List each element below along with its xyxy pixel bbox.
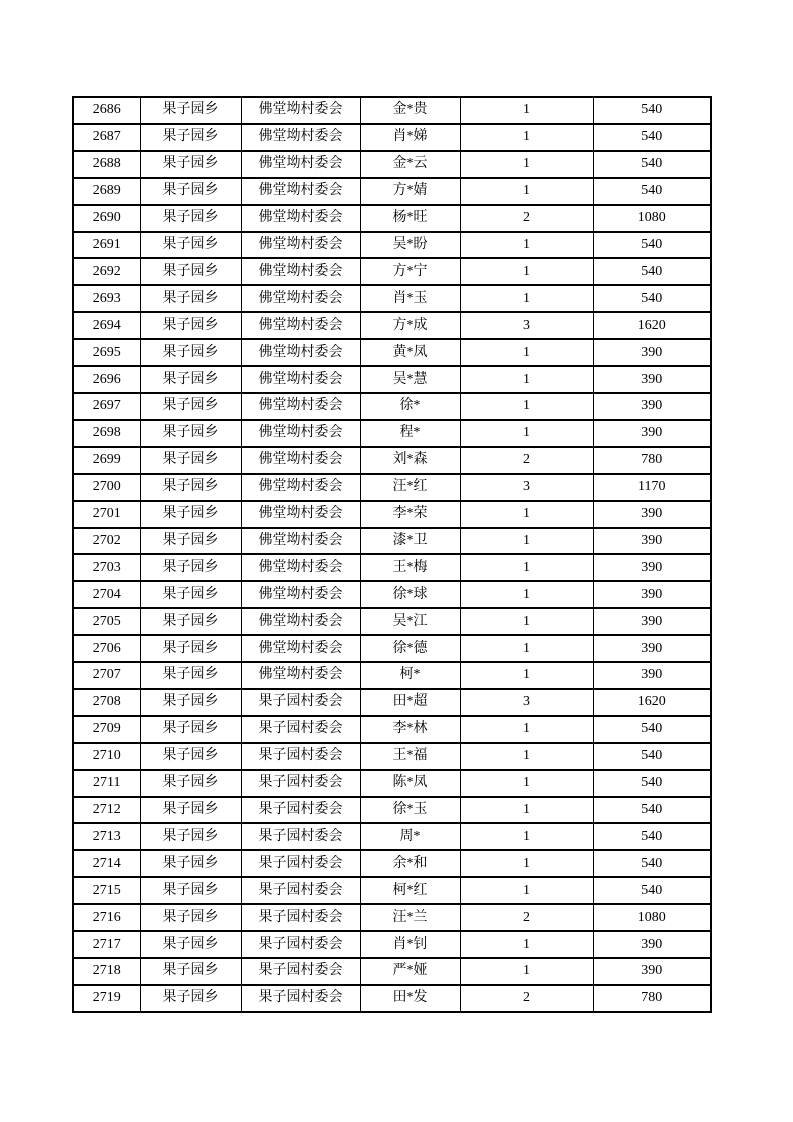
table-cell-amount: 1080 [593, 205, 711, 232]
table-cell-serial-number: 2690 [73, 205, 140, 232]
table-cell-masked-name: 陈*凤 [360, 770, 460, 797]
table-cell-person-count: 1 [460, 151, 593, 178]
table-row [73, 823, 711, 850]
table-cell-masked-name: 金*贵 [360, 97, 460, 124]
table-cell-village-committee: 果子园村委会 [241, 716, 360, 743]
table-cell-amount: 540 [593, 716, 711, 743]
table-cell-person-count: 2 [460, 447, 593, 474]
table-row [73, 420, 711, 447]
table-cell-masked-name: 王*梅 [360, 554, 460, 581]
table-cell-serial-number: 2702 [73, 528, 140, 555]
table-cell-person-count: 1 [460, 97, 593, 124]
table-cell-person-count: 1 [460, 850, 593, 877]
table-cell-serial-number: 2706 [73, 635, 140, 662]
table-cell-person-count: 1 [460, 877, 593, 904]
table-cell-amount: 390 [593, 662, 711, 689]
table-cell-serial-number: 2716 [73, 904, 140, 931]
table-cell-person-count: 1 [460, 366, 593, 393]
table-row [73, 770, 711, 797]
table-cell-person-count: 1 [460, 339, 593, 366]
table-cell-serial-number: 2718 [73, 958, 140, 985]
table-cell-masked-name: 柯* [360, 662, 460, 689]
table-cell-village-committee: 果子园村委会 [241, 823, 360, 850]
table-cell-village-committee: 佛堂坳村委会 [241, 232, 360, 259]
table-cell-township: 果子园乡 [140, 877, 241, 904]
table-cell-township: 果子园乡 [140, 205, 241, 232]
table-row [73, 178, 711, 205]
table-cell-amount: 390 [593, 501, 711, 528]
table-row [73, 97, 711, 124]
table-cell-village-committee: 佛堂坳村委会 [241, 581, 360, 608]
table-cell-village-committee: 果子园村委会 [241, 689, 360, 716]
table-cell-amount: 390 [593, 958, 711, 985]
table-cell-serial-number: 2697 [73, 393, 140, 420]
table-cell-amount: 540 [593, 850, 711, 877]
table-cell-serial-number: 2696 [73, 366, 140, 393]
table-cell-masked-name: 汪*兰 [360, 904, 460, 931]
table-cell-amount: 540 [593, 797, 711, 824]
table-cell-person-count: 1 [460, 823, 593, 850]
table-cell-township: 果子园乡 [140, 447, 241, 474]
table-cell-amount: 540 [593, 124, 711, 151]
table-cell-village-committee: 佛堂坳村委会 [241, 178, 360, 205]
table-cell-person-count: 1 [460, 393, 593, 420]
table-cell-township: 果子园乡 [140, 823, 241, 850]
table-row [73, 124, 711, 151]
table-cell-amount: 540 [593, 178, 711, 205]
table-cell-serial-number: 2687 [73, 124, 140, 151]
table-cell-village-committee: 果子园村委会 [241, 877, 360, 904]
table-cell-serial-number: 2714 [73, 850, 140, 877]
table-cell-serial-number: 2709 [73, 716, 140, 743]
table-cell-person-count: 1 [460, 581, 593, 608]
table-cell-village-committee: 佛堂坳村委会 [241, 447, 360, 474]
beneficiary-table [72, 96, 712, 1013]
table-cell-amount: 1620 [593, 312, 711, 339]
table-cell-township: 果子园乡 [140, 958, 241, 985]
table-cell-serial-number: 2719 [73, 985, 140, 1012]
table-cell-masked-name: 田*发 [360, 985, 460, 1012]
table-cell-masked-name: 吴*盼 [360, 232, 460, 259]
table-cell-person-count: 1 [460, 958, 593, 985]
table-cell-township: 果子园乡 [140, 393, 241, 420]
table-row [73, 904, 711, 931]
table-cell-serial-number: 2694 [73, 312, 140, 339]
table-body [73, 97, 711, 1012]
table-cell-serial-number: 2711 [73, 770, 140, 797]
table-cell-person-count: 1 [460, 285, 593, 312]
table-cell-township: 果子园乡 [140, 985, 241, 1012]
table-cell-serial-number: 2698 [73, 420, 140, 447]
table-row [73, 258, 711, 285]
table-cell-masked-name: 黄*凤 [360, 339, 460, 366]
table-cell-township: 果子园乡 [140, 232, 241, 259]
table-cell-person-count: 1 [460, 258, 593, 285]
table-cell-serial-number: 2695 [73, 339, 140, 366]
table-cell-township: 果子园乡 [140, 635, 241, 662]
table-row [73, 232, 711, 259]
table-cell-amount: 540 [593, 877, 711, 904]
table-cell-amount: 390 [593, 528, 711, 555]
table-row [73, 635, 711, 662]
table-cell-person-count: 1 [460, 770, 593, 797]
table-cell-township: 果子园乡 [140, 850, 241, 877]
table-row [73, 366, 711, 393]
table-row [73, 501, 711, 528]
table-cell-serial-number: 2715 [73, 877, 140, 904]
table-cell-township: 果子园乡 [140, 743, 241, 770]
table-cell-village-committee: 佛堂坳村委会 [241, 285, 360, 312]
table-cell-amount: 390 [593, 420, 711, 447]
table-cell-masked-name: 方*成 [360, 312, 460, 339]
table-cell-township: 果子园乡 [140, 528, 241, 555]
table-cell-township: 果子园乡 [140, 797, 241, 824]
table-cell-person-count: 3 [460, 689, 593, 716]
table-cell-masked-name: 徐*玉 [360, 797, 460, 824]
table-cell-township: 果子园乡 [140, 339, 241, 366]
table-cell-person-count: 1 [460, 554, 593, 581]
table-cell-village-committee: 果子园村委会 [241, 958, 360, 985]
table-row [73, 528, 711, 555]
table-cell-amount: 390 [593, 581, 711, 608]
table-cell-masked-name: 金*云 [360, 151, 460, 178]
table-cell-masked-name: 徐*球 [360, 581, 460, 608]
table-cell-village-committee: 佛堂坳村委会 [241, 205, 360, 232]
table-cell-amount: 390 [593, 635, 711, 662]
table-cell-township: 果子园乡 [140, 581, 241, 608]
table-cell-masked-name: 肖*玉 [360, 285, 460, 312]
table-cell-person-count: 3 [460, 312, 593, 339]
table-cell-person-count: 1 [460, 797, 593, 824]
table-cell-masked-name: 李*林 [360, 716, 460, 743]
table-cell-amount: 540 [593, 823, 711, 850]
table-cell-amount: 540 [593, 743, 711, 770]
table-cell-township: 果子园乡 [140, 258, 241, 285]
table-cell-township: 果子园乡 [140, 931, 241, 958]
table-row [73, 716, 711, 743]
table-cell-masked-name: 田*超 [360, 689, 460, 716]
table-cell-village-committee: 佛堂坳村委会 [241, 528, 360, 555]
table-cell-serial-number: 2686 [73, 97, 140, 124]
table-cell-village-committee: 佛堂坳村委会 [241, 312, 360, 339]
table-cell-village-committee: 佛堂坳村委会 [241, 501, 360, 528]
table-cell-masked-name: 吴*江 [360, 608, 460, 635]
table-cell-village-committee: 佛堂坳村委会 [241, 97, 360, 124]
table-cell-amount: 540 [593, 285, 711, 312]
table-cell-amount: 1080 [593, 904, 711, 931]
table-cell-serial-number: 2708 [73, 689, 140, 716]
table-row [73, 877, 711, 904]
table-cell-serial-number: 2701 [73, 501, 140, 528]
table-cell-township: 果子园乡 [140, 312, 241, 339]
table-cell-person-count: 1 [460, 608, 593, 635]
table-cell-township: 果子园乡 [140, 689, 241, 716]
table-row [73, 931, 711, 958]
table-cell-village-committee: 果子园村委会 [241, 850, 360, 877]
table-cell-masked-name: 余*和 [360, 850, 460, 877]
table-cell-serial-number: 2693 [73, 285, 140, 312]
table-cell-amount: 390 [593, 366, 711, 393]
table-row [73, 151, 711, 178]
table-cell-person-count: 1 [460, 178, 593, 205]
table-cell-amount: 390 [593, 554, 711, 581]
table-cell-masked-name: 王*福 [360, 743, 460, 770]
table-row [73, 608, 711, 635]
table-cell-person-count: 1 [460, 124, 593, 151]
table-cell-masked-name: 程* [360, 420, 460, 447]
table-cell-masked-name: 吴*慧 [360, 366, 460, 393]
table-cell-masked-name: 肖*钊 [360, 931, 460, 958]
table-cell-village-committee: 果子园村委会 [241, 931, 360, 958]
table-cell-serial-number: 2691 [73, 232, 140, 259]
table-row [73, 205, 711, 232]
table-cell-person-count: 1 [460, 662, 593, 689]
table-cell-amount: 540 [593, 258, 711, 285]
table-cell-village-committee: 佛堂坳村委会 [241, 662, 360, 689]
table-cell-village-committee: 佛堂坳村委会 [241, 393, 360, 420]
table-cell-amount: 780 [593, 447, 711, 474]
table-cell-serial-number: 2712 [73, 797, 140, 824]
table-cell-village-committee: 佛堂坳村委会 [241, 474, 360, 501]
table-cell-township: 果子园乡 [140, 97, 241, 124]
table-cell-masked-name: 漆*卫 [360, 528, 460, 555]
table-cell-person-count: 2 [460, 205, 593, 232]
table-cell-township: 果子园乡 [140, 554, 241, 581]
table-cell-amount: 390 [593, 393, 711, 420]
table-cell-person-count: 2 [460, 904, 593, 931]
table-cell-person-count: 1 [460, 716, 593, 743]
table-cell-township: 果子园乡 [140, 178, 241, 205]
table-row [73, 447, 711, 474]
table-cell-serial-number: 2705 [73, 608, 140, 635]
table-row [73, 689, 711, 716]
table-row [73, 339, 711, 366]
table-row [73, 850, 711, 877]
table-cell-township: 果子园乡 [140, 151, 241, 178]
table-cell-village-committee: 佛堂坳村委会 [241, 258, 360, 285]
table-cell-amount: 390 [593, 339, 711, 366]
table-cell-township: 果子园乡 [140, 904, 241, 931]
table-row [73, 662, 711, 689]
table-cell-village-committee: 果子园村委会 [241, 985, 360, 1012]
table-cell-masked-name: 徐* [360, 393, 460, 420]
table-cell-serial-number: 2713 [73, 823, 140, 850]
table-cell-person-count: 2 [460, 985, 593, 1012]
table-row [73, 393, 711, 420]
table-row [73, 554, 711, 581]
table-cell-village-committee: 果子园村委会 [241, 904, 360, 931]
table-cell-township: 果子园乡 [140, 124, 241, 151]
table-cell-serial-number: 2692 [73, 258, 140, 285]
table-cell-village-committee: 佛堂坳村委会 [241, 635, 360, 662]
table-cell-village-committee: 佛堂坳村委会 [241, 339, 360, 366]
table-cell-township: 果子园乡 [140, 716, 241, 743]
table-cell-amount: 1170 [593, 474, 711, 501]
table-cell-township: 果子园乡 [140, 420, 241, 447]
table-cell-person-count: 1 [460, 232, 593, 259]
table-cell-village-committee: 佛堂坳村委会 [241, 366, 360, 393]
table-cell-village-committee: 佛堂坳村委会 [241, 151, 360, 178]
table-cell-masked-name: 方*婧 [360, 178, 460, 205]
table-row [73, 985, 711, 1012]
table-cell-amount: 540 [593, 770, 711, 797]
table-cell-masked-name: 肖*娣 [360, 124, 460, 151]
table-cell-person-count: 1 [460, 528, 593, 555]
table-cell-masked-name: 刘*森 [360, 447, 460, 474]
table-cell-masked-name: 方*宁 [360, 258, 460, 285]
table-cell-amount: 540 [593, 232, 711, 259]
table-cell-village-committee: 果子园村委会 [241, 770, 360, 797]
table-cell-masked-name: 柯*红 [360, 877, 460, 904]
table-cell-township: 果子园乡 [140, 366, 241, 393]
table-cell-serial-number: 2703 [73, 554, 140, 581]
table-cell-person-count: 1 [460, 743, 593, 770]
table-cell-amount: 540 [593, 151, 711, 178]
table-cell-person-count: 1 [460, 501, 593, 528]
table-cell-township: 果子园乡 [140, 285, 241, 312]
table-row [73, 958, 711, 985]
table-cell-serial-number: 2688 [73, 151, 140, 178]
table-cell-amount: 780 [593, 985, 711, 1012]
table-cell-masked-name: 严*娅 [360, 958, 460, 985]
table-row [73, 285, 711, 312]
table-row [73, 797, 711, 824]
table-cell-serial-number: 2700 [73, 474, 140, 501]
table-cell-serial-number: 2707 [73, 662, 140, 689]
table-cell-serial-number: 2689 [73, 178, 140, 205]
table-cell-person-count: 1 [460, 931, 593, 958]
table-cell-township: 果子园乡 [140, 474, 241, 501]
table-cell-serial-number: 2699 [73, 447, 140, 474]
table-cell-village-committee: 果子园村委会 [241, 743, 360, 770]
table-row [73, 743, 711, 770]
table-cell-village-committee: 佛堂坳村委会 [241, 608, 360, 635]
table-cell-village-committee: 果子园村委会 [241, 797, 360, 824]
table-cell-masked-name: 杨*旺 [360, 205, 460, 232]
table-row [73, 581, 711, 608]
table-cell-township: 果子园乡 [140, 501, 241, 528]
table-cell-township: 果子园乡 [140, 608, 241, 635]
table-cell-township: 果子园乡 [140, 770, 241, 797]
table-cell-village-committee: 佛堂坳村委会 [241, 420, 360, 447]
table-cell-person-count: 1 [460, 635, 593, 662]
table-cell-person-count: 1 [460, 420, 593, 447]
table-cell-serial-number: 2704 [73, 581, 140, 608]
table-cell-village-committee: 佛堂坳村委会 [241, 124, 360, 151]
table-cell-amount: 540 [593, 97, 711, 124]
table-cell-masked-name: 徐*德 [360, 635, 460, 662]
table-cell-serial-number: 2710 [73, 743, 140, 770]
table-cell-serial-number: 2717 [73, 931, 140, 958]
table-cell-township: 果子园乡 [140, 662, 241, 689]
table-cell-amount: 390 [593, 608, 711, 635]
table-cell-masked-name: 李*荣 [360, 501, 460, 528]
table-row [73, 312, 711, 339]
table-cell-person-count: 3 [460, 474, 593, 501]
table-row [73, 474, 711, 501]
table-cell-amount: 1620 [593, 689, 711, 716]
table-cell-masked-name: 汪*红 [360, 474, 460, 501]
table-cell-masked-name: 周* [360, 823, 460, 850]
table-cell-village-committee: 佛堂坳村委会 [241, 554, 360, 581]
table-cell-amount: 390 [593, 931, 711, 958]
